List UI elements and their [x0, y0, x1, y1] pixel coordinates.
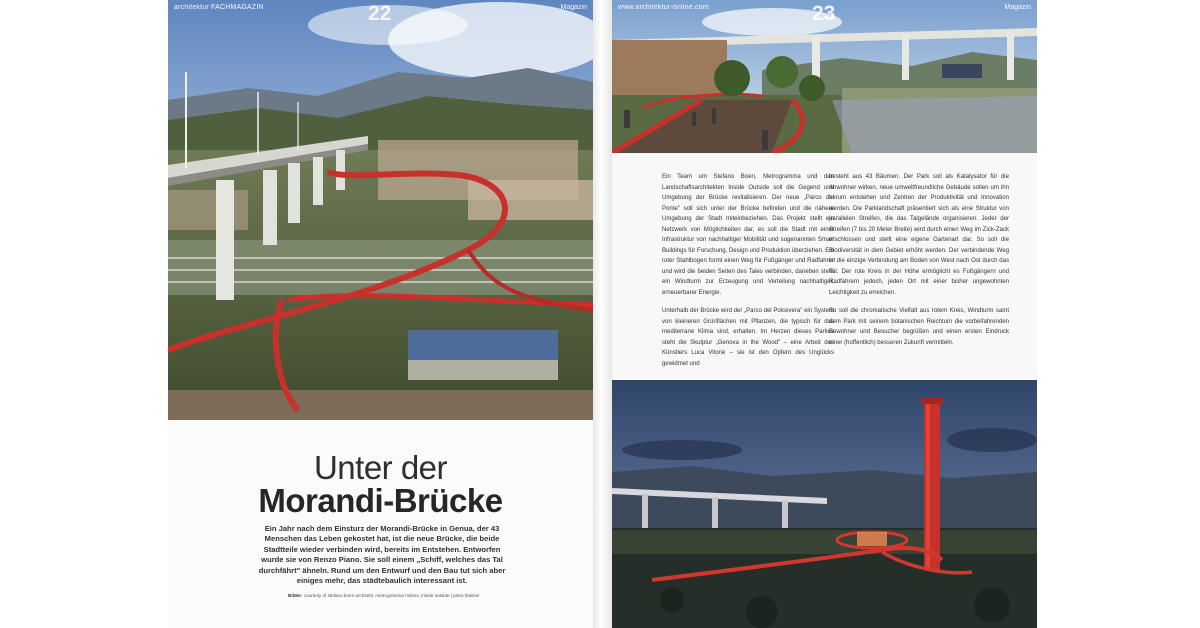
bridge-park-aerial-photo [168, 0, 593, 420]
image-credits [288, 593, 479, 598]
magazine-spine [593, 0, 612, 628]
article-title-line2: Morandi-Brücke [258, 482, 503, 519]
website-url: www.architektur-online.com [618, 4, 709, 11]
article-paragraph: Ein Team um Stefano Boeri, Metrogramma und den Landschaftsarchitekten Inside Outside soll die Gegend und Umgebung der Brücke revitalisieren. Der neue „Parco del Ponte" soll sich unter der Brücke befinden und die nähere Umgebung der Stadt miteinbeziehen. Das Projekt stellt ein Netzwerk von Möglichkeiten dar, es soll die Stadt mit einer Infrastruktur von nachhaltiger Mobilität und sogenannten Smart Buildings für Forschung, Design und Produktion überziehen. Ein roter Stahlbogen formt einen Weg für Fußgänger und Radfahrer und wird die beiden Seiten des Tales verbinden, daneben steht ein Windturm zur Erzeugung und Verteilung nachhaltiger, erneuerbarer Energie. [662, 174, 834, 296]
publication-name: architektur FACHMAGAZIN [174, 4, 264, 11]
left-magazine-page [168, 0, 593, 628]
article-column-left [662, 172, 834, 377]
article-paragraph: Unterhalb der Brücke wird der „Parco del Polcevera" ein System von kleineren Grünflächen mit Pflanzen, die typisch für das mediterrane Klima sind, erhalten. Im Herzen dieses Parkes steht die Skulptur „Genova in the Wood" – eine Arbeit des Künstlers Luca Vitone – sie ist den Opfern des Unglücks gewidmet und [662, 308, 834, 367]
page-number: 23 [812, 2, 836, 25]
image-credits-text: courtesy of stefano boeri architetti, metrogramma milano, inside outside | petra blaisse [303, 593, 480, 598]
article-paragraph: So soll die chromatische Vielfalt aus rotem Kreis, Windturm samt dem Park mit seinem botanischen Reichtum die vorbeifahrenden Bewohner und Besucher begrüßen und einen ersten Eindruck einer (hoffentlich) besseren Zukunft vermitteln. [829, 308, 1009, 346]
page-number: 22 [368, 2, 392, 25]
article-paragraph: besteht aus 43 Bäumen. Der Park soll als Katalysator für die Anwohner wirken, neue umweltfreundliche Gebäude sollen um ihn herum entstehen und Zentren der Produktivität und Innovation werden. Die Parklandschaft präsentiert sich als eine Struktur von parallelen Streifen, die das Talgelände organisieren. Jeder der Streifen (7 bis 20 Meter Breite) wird durch einen Weg im Zick-Zack erschlossen und stellt eine eigene Gartenart dar. So soll die Biodiversität in dem Gebiet erhöht werden. Der verbindende Weg ist die einzige Verbindung am Boden von West nach Ost durch das Tal. Der rote Kreis in der Höhe ermöglicht es Fußgängern und Radfahrern jedoch, jeden Ort mit einer bisher ungewohnten Leichtigkeit zu erreichen. [829, 174, 1009, 296]
wind-tower-dusk-photo [612, 380, 1037, 628]
section-label: Magazin [560, 4, 587, 11]
image-credits-label: Bilder: [288, 593, 303, 598]
section-label: Magazin [1004, 4, 1031, 11]
article-lead: Ein Jahr nach dem Einsturz der Morandi-Brücke in Genua, der 43 Menschen das Leben gekostet hat, ist die neue Brücke, die beide Stadtteile wieder verbinden wird, bereits im Entstehen. Entworfen wurde sie von Renzo Piano. Sie soll einem „Schiff, welches das Tal durchfährt" ähneln. Rund um den Entwurf und den Bau tut sich aber einiges mehr, das städtebaulich interessant ist. [258, 524, 506, 586]
article-column-right [829, 172, 1009, 356]
right-magazine-page [612, 0, 1037, 628]
article-title-line1: Unter der [313, 449, 448, 486]
